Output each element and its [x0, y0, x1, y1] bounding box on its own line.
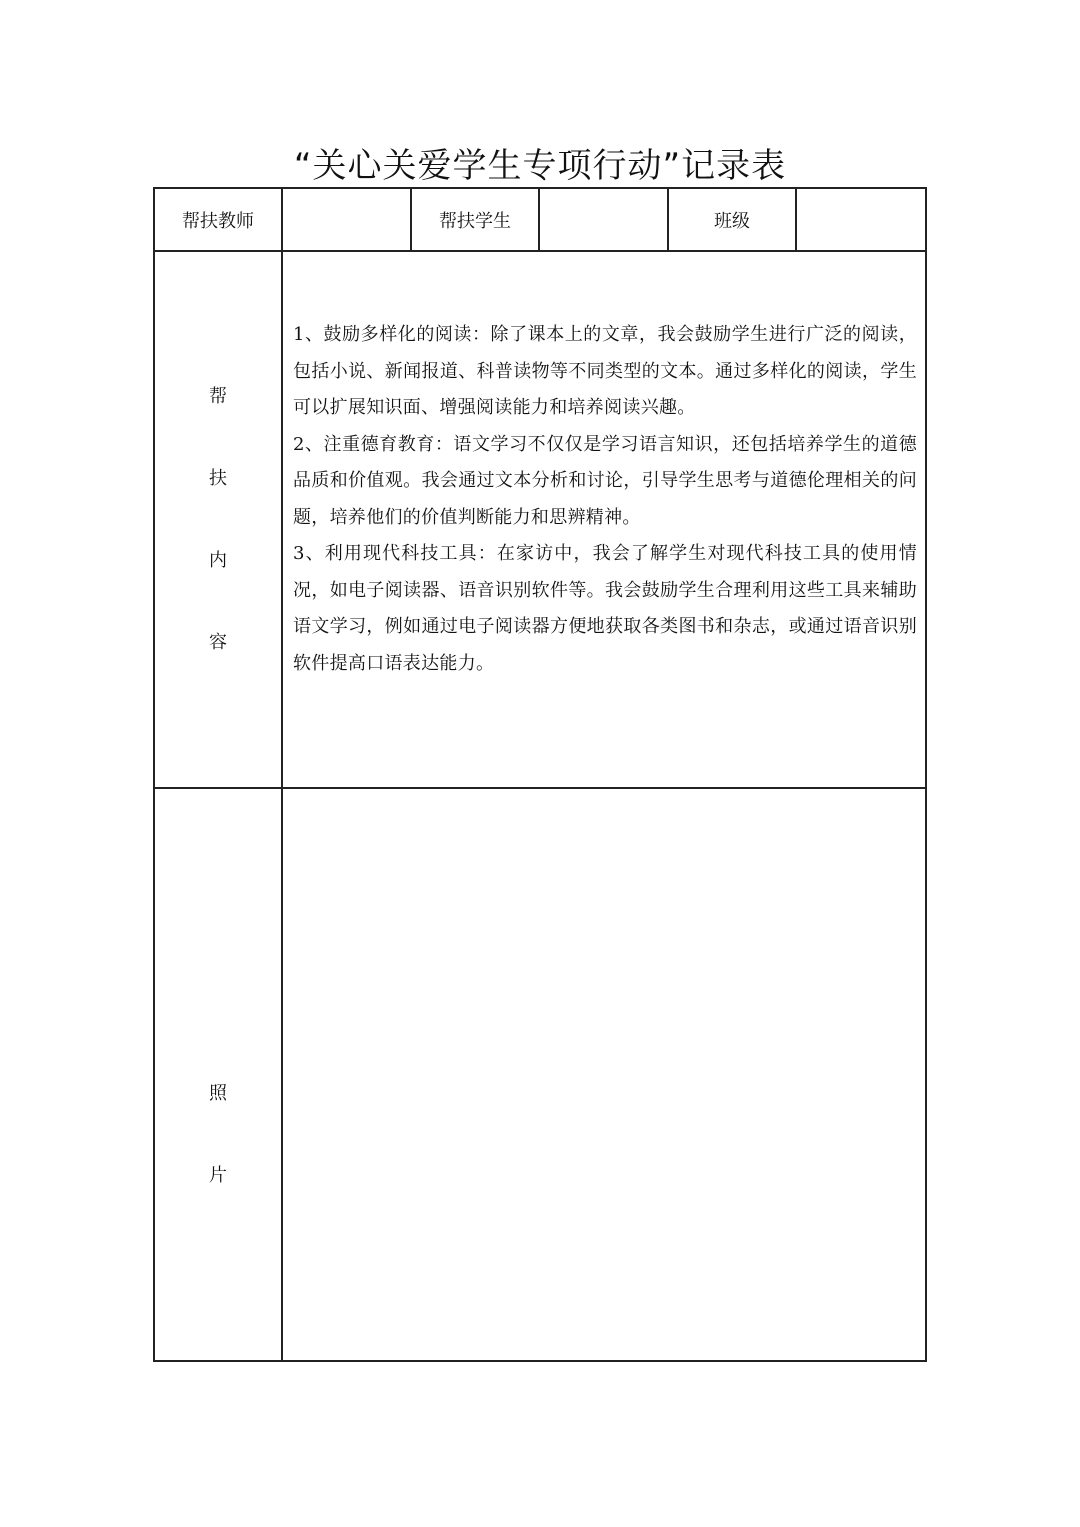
record-table — [153, 187, 927, 1362]
content-text-cell — [282, 251, 926, 788]
photo-label — [154, 788, 282, 1361]
class-field[interactable] — [796, 188, 926, 251]
header-row — [154, 188, 926, 251]
teacher-field[interactable] — [282, 188, 411, 251]
content-label-char: 帮 — [209, 385, 227, 407]
photo-label-char: 片 — [209, 1164, 227, 1186]
student-label: 帮扶学生 — [411, 188, 539, 251]
student-field[interactable] — [539, 188, 668, 251]
content-row — [154, 251, 926, 788]
content-label-char: 内 — [209, 549, 227, 571]
photo-label-char: 照 — [209, 1082, 227, 1104]
content-label-char: 扶 — [209, 467, 227, 489]
content-paragraph-3: 3、利用现代科技工具：在家访中，我会了解学生对现代科技工具的使用情况，如电子阅读器、语音识别软件等。我会鼓励学生合理利用这些工具来辅助语文学习，例如通过电子阅读器方便地获取各类图书和杂志，或通过语音识别软件提高口语表达能力。 — [293, 543, 917, 674]
content-paragraph-1: 1、鼓励多样化的阅读：除了课本上的文章，我会鼓励学生进行广泛的阅读，包括小说、新闻报道、科普读物等不同类型的文本。通过多样化的阅读，学生可以扩展知识面、增强阅读能力和培养阅读兴趣。 — [293, 324, 917, 418]
content-label — [154, 251, 282, 788]
photo-area[interactable] — [282, 788, 926, 1361]
page-title: “关心关爱学生专项行动”记录表 — [293, 146, 787, 186]
class-label: 班级 — [668, 188, 796, 251]
content-label-char: 容 — [209, 631, 227, 653]
content-paragraph-2: 2、注重德育教育：语文学习不仅仅是学习语言知识，还包括培养学生的道德品质和价值观。我会通过文本分析和讨论，引导学生思考与道德伦理相关的问题，培养他们的价值判断能力和思辨精神。 — [293, 433, 917, 528]
photo-row — [154, 788, 926, 1361]
teacher-label: 帮扶教师 — [154, 188, 282, 251]
